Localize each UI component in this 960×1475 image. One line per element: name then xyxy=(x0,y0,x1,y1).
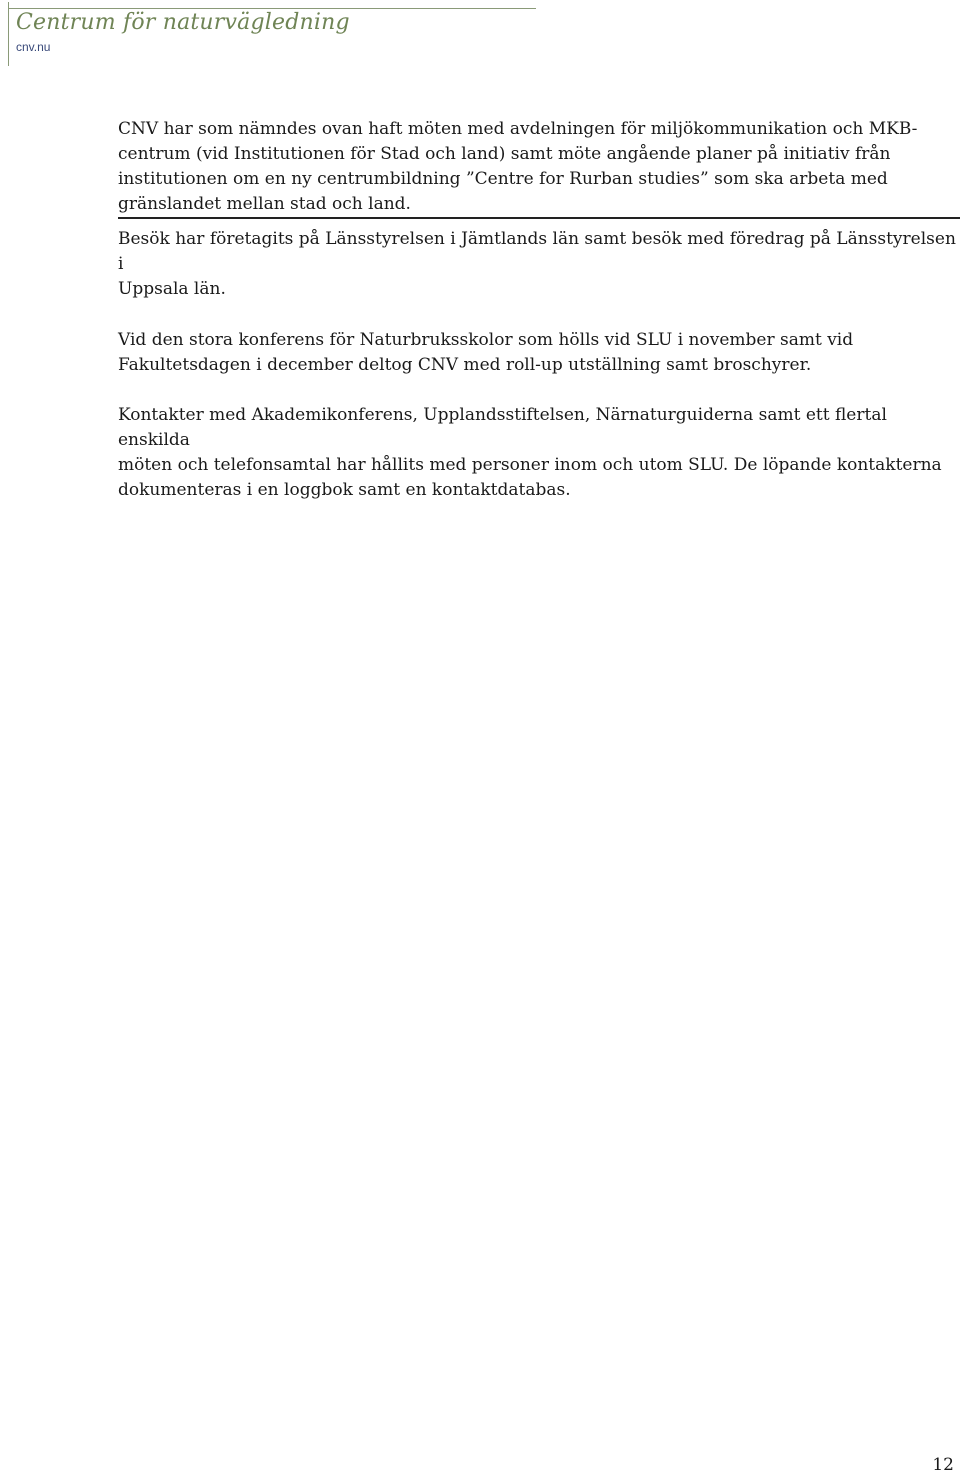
logo-url: cnv.nu xyxy=(16,40,51,54)
section-divider xyxy=(118,217,960,219)
paragraph-meetings: CNV har som nämndes ovan haft möten med avdelningen för miljökommunikation och MKB- centrum (vid Institutionen för Stad och land) samt möte angående planer på initiativ från institutionen om en ny centrumbildning ”Centre for Rurban studies” som ska arbeta med gränslandet mellan stad och land. xyxy=(118,119,918,214)
paragraph-visits: Besök har företagits på Länsstyrelsen i Jämtlands län samt besök med föredrag på Länsstyrelsen i Uppsala län. xyxy=(118,229,956,299)
header-horizontal-rule xyxy=(8,8,536,9)
page-number: 12 xyxy=(932,1455,954,1475)
document-body xyxy=(118,117,960,503)
page-header xyxy=(0,0,540,70)
logo-title: Centrum för naturvägledning xyxy=(16,10,350,35)
paragraph-conference: Vid den stora konferens för Naturbruksskolor som hölls vid SLU i november samt vid Fakultetsdagen i december deltog CNV med roll-up utställning samt broschyrer. xyxy=(118,330,854,375)
header-vertical-rule xyxy=(8,2,9,66)
paragraph-contacts: Kontakter med Akademikonferens, Upplandsstiftelsen, Närnaturguiderna samt ett flertal enskilda möten och telefonsamtal har hållits med personer inom och utom SLU. De löpande kontakterna dokumenteras i en loggbok samt en kontaktdatabas. xyxy=(118,405,942,500)
